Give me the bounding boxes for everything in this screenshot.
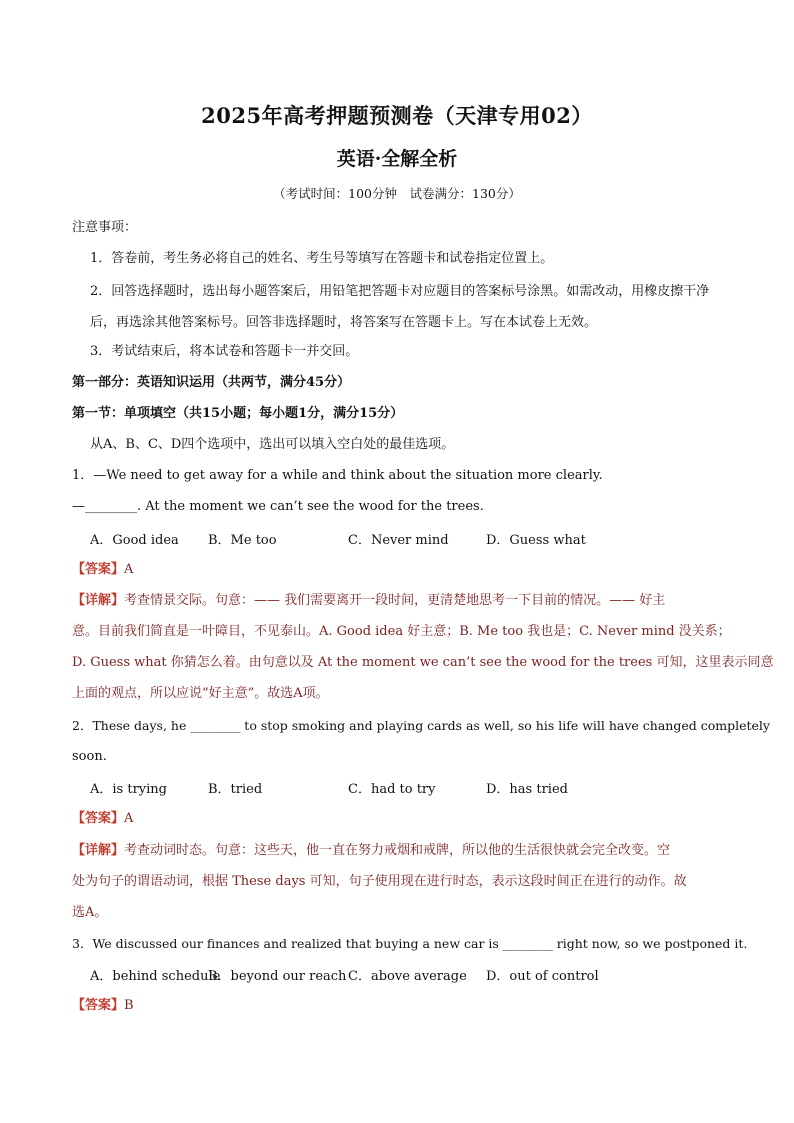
q1-stem-line2: —________. At the moment we can’t see the wood for the trees. [72, 499, 484, 514]
q2-detail-text-1: 考查动词时态。句意：这些天，他一直在努力戒烟和戒牌，所以他的生活很快就会完全改变。空 [124, 843, 671, 858]
q1-option-d: D．Guess what [486, 533, 586, 548]
q1-option-a: A．Good idea [90, 533, 179, 548]
q1-answer-value: A [124, 562, 134, 577]
section1-heading: 第一节：单项填空（共15小题；每小题1分，满分15分） [72, 406, 404, 421]
q2-detail-line3: 选A。 [72, 905, 108, 920]
q2-stem-line1: 2．These days, he ________ to stop smoking and playing cards as well, so his life will have changed completely [72, 718, 770, 733]
q3-option-c: C．above average [348, 969, 467, 984]
q1-detail-line1 [72, 591, 665, 611]
q2-option-d: D．has tried [486, 782, 568, 797]
q2-answer-value: A [124, 811, 134, 826]
q2-detail-label: 【详解】 [72, 843, 125, 858]
q2-answer-label: 【答案】 [72, 811, 125, 826]
q1-stem-line1: 1．—We need to get away for a while and think about the situation more clearly. [72, 468, 603, 483]
q2-answer [72, 809, 133, 829]
q1-detail-line2: 意。目前我们简直是一叶障目，不见泰山。A. Good idea 好主意；B. Me too 我也是；C. Never mind 没关系； [72, 624, 731, 639]
notice-item-3: 3．考试结束后，将本试卷和答题卡一并交回。 [90, 344, 359, 359]
page-subtitle: 英语·全解全析 [336, 148, 458, 170]
q2-detail-line2: 处为句子的谓语动词，根据 These days 可知，句子使用现在进行时态，表示这段时间正在进行的动作。故 [72, 874, 687, 889]
q2-option-b: B．tried [208, 782, 263, 797]
q1-option-b: B．Me too [208, 533, 277, 548]
q2-stem-line2: soon. [72, 749, 107, 764]
q3-option-b: B．beyond our reach [208, 969, 347, 984]
q1-detail-label: 【详解】 [72, 593, 125, 608]
q1-detail-line4: 上面的观点，所以应说“好主意”。故选A项。 [72, 686, 329, 701]
q2-option-a: A．is trying [90, 782, 167, 797]
notice-item-2 [90, 276, 730, 338]
notice-item-2-text: 2．回答选择题时，选出每小题答案后，用铅笔把答题卡对应题目的答案标号涂黑。如需改动，用橡皮擦干净后，再选涂其他答案标号。回答非选择题时，将答案写在答题卡上。写在本试卷上无效。 [90, 284, 710, 330]
q3-answer [72, 996, 134, 1016]
notice-item-1: 1．答卷前，考生务必将自己的姓名、考生号等填写在答题卡和试卷指定位置上。 [90, 251, 554, 266]
exam-info: （考试时间：100分钟 试卷满分：130分） [273, 186, 521, 201]
section1-instruction: 从A、B、C、D四个选项中，选出可以填入空白处的最佳选项。 [90, 437, 455, 452]
q1-detail-text-1: 考查情景交际。句意：—— 我们需要离开一段时间，更清楚地思考一下目前的情况。—— 好主 [124, 593, 666, 608]
q1-answer-label: 【答案】 [72, 562, 125, 577]
q1-option-c: C．Never mind [348, 533, 449, 548]
q3-option-d: D．out of control [486, 969, 599, 984]
q2-detail-line1 [72, 841, 670, 861]
q3-answer-label: 【答案】 [72, 998, 125, 1013]
page-title: 2025年高考押题预测卷（天津专用02） [201, 103, 593, 128]
notice-heading: 注意事项： [72, 220, 138, 235]
part1-heading: 第一部分：英语知识运用（共两节，满分45分） [72, 375, 351, 390]
q3-option-a: A．behind schedule [90, 969, 221, 984]
q1-answer [72, 560, 133, 580]
q3-answer-value: B [124, 998, 134, 1013]
q1-detail-line3: D. Guess what 你猜怎么着。由句意以及 At the moment we can’t see the wood for the trees 可知，这里表示同意 [72, 655, 774, 670]
q3-stem-line1: 3．We discussed our finances and realized that buying a new car is ________ right now, so we postponed it. [72, 936, 748, 951]
q2-option-c: C．had to try [348, 782, 436, 797]
